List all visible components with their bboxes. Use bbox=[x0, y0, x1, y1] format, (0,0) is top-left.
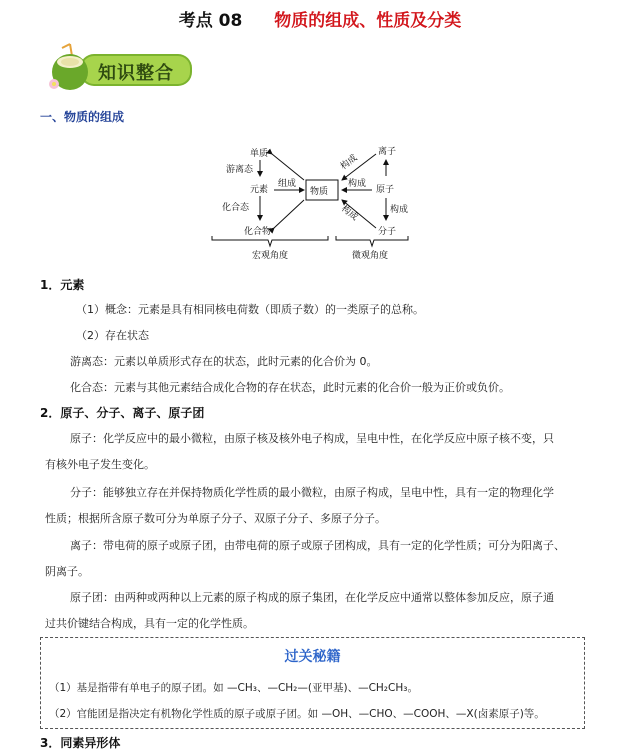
tip-1: （1）基是指带有单电子的原子团。如 —CH₃、—CH₂—(亚甲基)、—CH₂CH₃。 bbox=[49, 682, 418, 694]
topic-name: 物质的组成、性质及分类 bbox=[274, 11, 462, 31]
section-heading: 一、物质的组成 bbox=[40, 110, 125, 124]
ion-text-1: 离子：带电荷的原子或原子团，由带电荷的原子或原子团构成，具有一定的化学性质；可分为阳离子、 bbox=[70, 539, 565, 552]
label-atom: 原子 bbox=[376, 185, 395, 195]
heading-particles: 2．原子、分子、离子、原子团 bbox=[40, 406, 205, 420]
micro-brace bbox=[336, 236, 408, 246]
arrow-compound-substance bbox=[274, 200, 304, 228]
tip-2: （2）官能团是指决定有机物化学性质的原子或原子团。如 —OH、—CHO、—COOH、—X(卤素原子)等。 bbox=[49, 708, 545, 720]
group-text-2: 过共价键结合构成，具有一定的化学性质。 bbox=[45, 617, 254, 630]
label-simple-substance: 单质 bbox=[250, 149, 269, 159]
composition-diagram bbox=[200, 140, 420, 265]
label-constitute-low: 构成 bbox=[339, 203, 360, 223]
label-element: 元素 bbox=[250, 185, 269, 195]
tips-box bbox=[40, 637, 585, 729]
label-constitute-top: 构成 bbox=[339, 153, 360, 173]
atom-text-2: 有核外电子发生变化。 bbox=[45, 458, 155, 471]
label-molecule: 分子 bbox=[378, 227, 397, 237]
arrow-simple-substance bbox=[272, 154, 304, 180]
macro-brace bbox=[212, 236, 328, 246]
label-combined-state: 化合态 bbox=[222, 203, 250, 213]
label-free-state: 游离态 bbox=[226, 165, 254, 175]
molecule-text-2: 性质；根据所含原子数可分为单原子分子、双原子分子、多原子分子。 bbox=[45, 512, 386, 525]
label-ion: 离子 bbox=[378, 147, 397, 157]
group-text-1: 原子团：由两种或两种以上元素的原子构成的原子集团，在化学反应中通常以整体参加反应，原子通 bbox=[70, 591, 554, 604]
label-constitute-right: 构成 bbox=[390, 205, 409, 215]
page-title bbox=[0, 6, 640, 31]
element-state: （2）存在状态 bbox=[76, 329, 149, 342]
molecule-text-1: 分子：能够独立存在并保持物质化学性质的最小微粒，由原子构成，呈电中性，具有一定的物理化学 bbox=[70, 486, 554, 499]
heading-element: 1．元素 bbox=[40, 278, 85, 292]
label-compound: 化合物 bbox=[244, 227, 272, 237]
topic-code: 考点 08 bbox=[178, 11, 243, 31]
banner-label: 知识整合 bbox=[98, 63, 174, 84]
element-concept: （1）概念：元素是具有相同核电荷数（即质子数）的一类原子的总称。 bbox=[76, 303, 424, 316]
label-compose: 组成 bbox=[278, 179, 297, 189]
free-state-text: 游离态：元素以单质形式存在的状态，此时元素的化合价为 0。 bbox=[70, 355, 378, 368]
atom-text-1: 原子：化学反应中的最小微粒，由原子核及核外电子构成，呈电中性，在化学反应中原子核不变，只 bbox=[70, 432, 554, 445]
ion-text-2: 阴离子。 bbox=[45, 565, 89, 578]
label-constitute-mid: 构成 bbox=[348, 179, 367, 189]
tips-title: 过关秘籍 bbox=[284, 649, 341, 665]
label-micro-view: 微观角度 bbox=[352, 251, 389, 261]
knowledge-banner bbox=[40, 42, 200, 94]
heading-allotrope: 3．同素异形体 bbox=[40, 736, 121, 750]
label-macro-view: 宏观角度 bbox=[252, 251, 289, 261]
label-substance: 物质 bbox=[310, 187, 329, 197]
combined-state-text: 化合态：元素与其他元素结合成化合物的存在状态，此时元素的化合价一般为正价或负价。 bbox=[70, 381, 510, 394]
